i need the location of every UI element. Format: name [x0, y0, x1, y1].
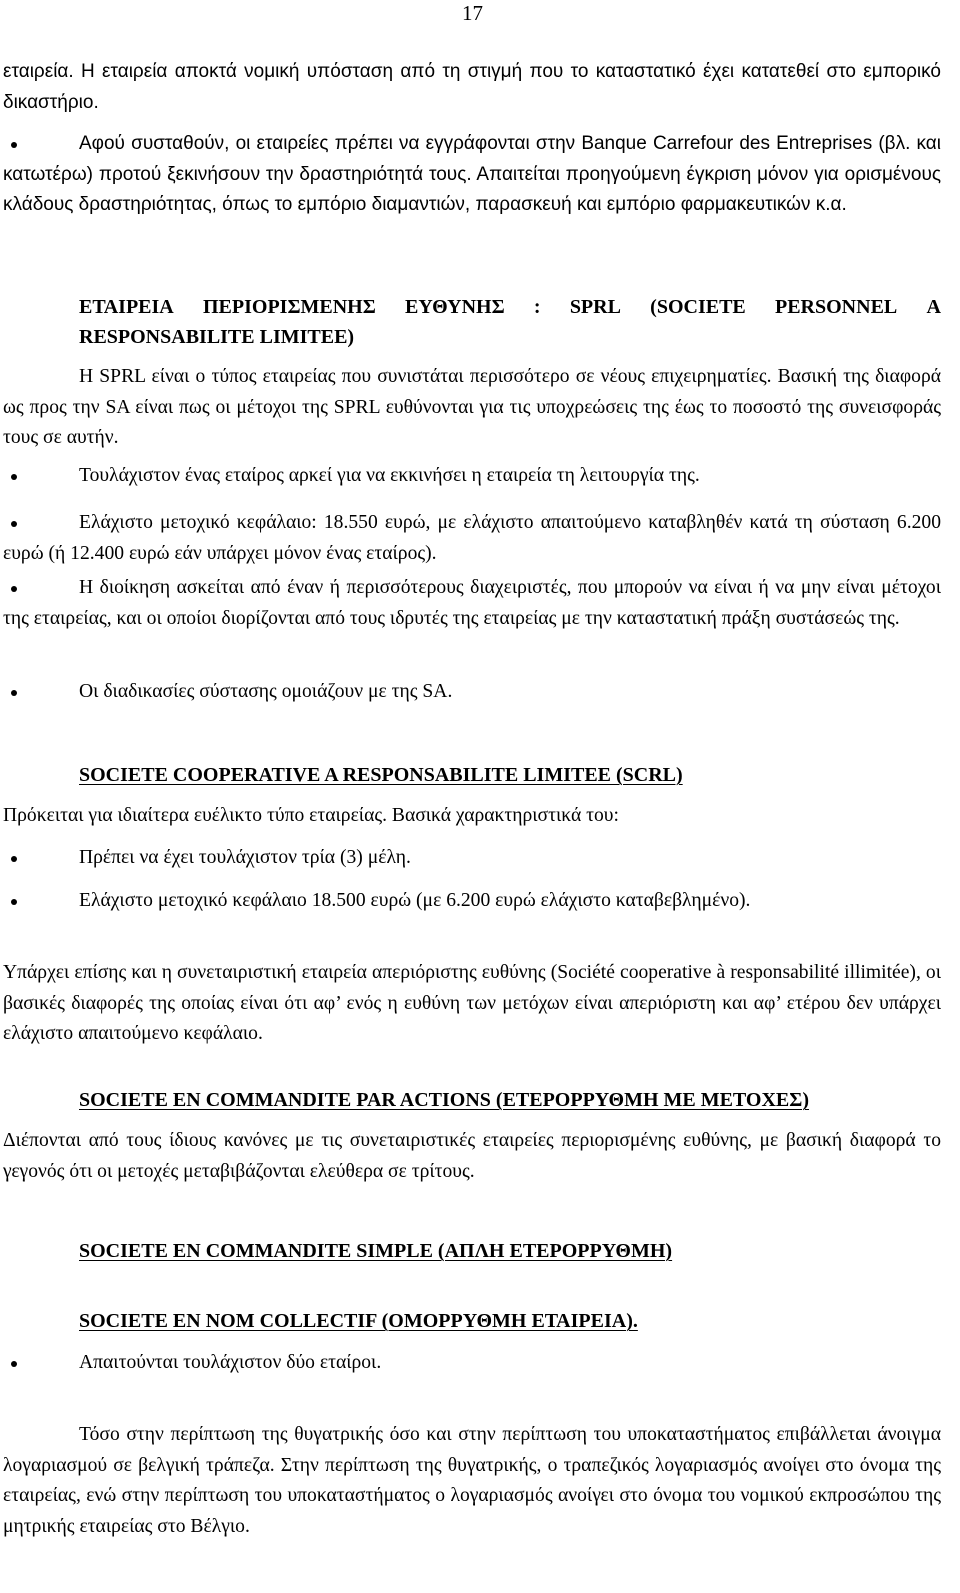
- bullet-dot-icon: [11, 1361, 17, 1367]
- bullet-dot-icon: [11, 586, 17, 592]
- heading-word: PERSONNEL: [775, 296, 898, 318]
- heading-word: (SOCIETE: [650, 296, 746, 318]
- bullet-dot-icon: [11, 856, 17, 862]
- paragraph-final: Τόσο στην περίπτωση της θυγατρικής όσο και στην περίπτωση του υποκαταστήματος επιβάλλεται άνοιγμα λογαριασμού σε βελγική τράπεζα. Στην περίπτωση της θυγατρικής, ο τραπεζικός λογαριασμός ανοίγει στο όνομα της εταιρείας, ενώ στην περίπτωση του υποκαταστήματος ο λογαριασμός ανοίγει στο όνομα του νομικού εκπροσώπου της μητρικής εταιρείας στο Βέλγιο.: [3, 1424, 941, 1537]
- paragraph-intro: εταιρεία. Η εταιρεία αποκτά νομική υπόσταση από τη στιγμή που το καταστατικό έχει κατατεθεί στο εμπορικό δικαστήριο.: [3, 61, 941, 113]
- bullet-dot-icon: [11, 474, 17, 480]
- bullet-text: Αφού συσταθούν, οι εταιρείες πρέπει να εγγράφονται στην Banque Carrefour des Entreprises (βλ. και κατωτέρω) προτού ξεκινήσουν την δραστηριότητά τους. Απαιτείται προηγούμενη έγκριση μόνον για ορισμένους κλάδους δραστηριότητας, όπως το εμπόριο διαμαντιών, παρασκευή και εμπόριο φαρμακευτικών κ.α.: [3, 133, 941, 215]
- bullet-sprl-1: [3, 461, 941, 492]
- bullet-dot-icon: [11, 521, 17, 527]
- bullet-snc-1: [3, 1348, 941, 1379]
- heading-word: ΕΥΘΥΝΗΣ: [405, 296, 505, 318]
- bullet-sprl-2: [3, 508, 941, 569]
- paragraph-sprl-intro: Η SPRL είναι ο τύπος εταιρείας που συνιστάται περισσότερο σε νέους επιχειρηματίες. Βασική της διαφορά ως προς την SA είναι πως οι μέτοχοι της SPRL ευθύνονται για τις υποχρεώσεις της έως το ποσοστό της συνεισφοράς τους σε αυτήν.: [3, 366, 941, 448]
- paragraph-sca: Διέπονται από τους ίδιους κανόνες με τις συνεταιριστικές εταιρείες περιορισμένης ευθύνης, με βασική διαφορά το γεγονός ότι οι μετοχές μεταβιβάζονται ελεύθερα σε τρίτους.: [3, 1130, 941, 1182]
- bullet-dot-icon: [11, 142, 17, 148]
- bullet-scrl-2: [3, 886, 941, 917]
- heading-sprl-line1: [79, 292, 941, 322]
- heading-scrl: SOCIETE COOPERATIVE A RESPONSABILITE LIMITEE (SCRL): [79, 764, 683, 786]
- bullet-text: Τουλάχιστον ένας εταίρος αρκεί για να εκκινήσει η εταιρεία τη λειτουργία της.: [79, 465, 700, 486]
- heading-word: A: [926, 296, 941, 318]
- bullet-text: Οι διαδικασίες σύστασης ομοιάζουν με της SA.: [79, 681, 453, 702]
- bullet-banque-carrefour: [3, 129, 941, 221]
- heading-sca: SOCIETE EN COMMANDITE PAR ACTIONS (ΕΤΕΡΟΡΡΥΘΜΗ ΜΕ ΜΕΤΟΧΕΣ): [79, 1089, 809, 1111]
- bullet-sprl-4: [3, 677, 941, 708]
- bullet-scrl-1: [3, 843, 941, 874]
- bullet-text: Απαιτούνται τουλάχιστον δύο εταίροι.: [79, 1352, 382, 1373]
- heading-word: ΕΤΑΙΡΕΙΑ: [79, 296, 174, 318]
- heading-word: ΠΕΡΙΟΡΙΣΜΕΝΗΣ: [202, 296, 376, 318]
- paragraph-scrl-note: Υπάρχει επίσης και η συνεταιριστική εταιρεία απεριόριστης ευθύνης (Société cooperative à responsabilité illimitée), οι βασικές διαφορές της οποίας είναι ότι αφ’ ενός η ευθύνη των μετόχων είναι απεριόριστη και αφ’ ετέρου δεν υπάρχει ελάχιστο απαιτούμενο κεφάλαιο.: [3, 962, 941, 1044]
- heading-word: :: [533, 296, 541, 318]
- heading-scs: SOCIETE EN COMMANDITE SIMPLE (ΑΠΛΗ ΕΤΕΡΟΡΡΥΘΜΗ): [79, 1240, 673, 1262]
- bullet-text: Η διοίκηση ασκείται από έναν ή περισσότερους διαχειριστές, που μπορούν να είναι ή να μην είναι μέτοχοι της εταιρείας, και οι οποίοι διορίζονται από τους ιδρυτές της εταιρείας με την καταστατική πράξη συστάσεώς της.: [3, 577, 941, 629]
- heading-snc: SOCIETE EN NOM COLLECTIF (ΟΜΟΡΡΥΘΜΗ ΕΤΑΙΡΕΙΑ).: [79, 1310, 638, 1332]
- heading-word: SPRL: [569, 296, 621, 318]
- bullet-text: Ελάχιστο μετοχικό κεφάλαιο: 18.550 ευρώ, με ελάχιστο απαιτούμενο καταβληθέν κατά τη σύσταση 6.200 ευρώ (ή 12.400 ευρώ εάν υπάρχει μόνον ένας εταίρος).: [3, 512, 941, 564]
- bullet-text: Ελάχιστο μετοχικό κεφάλαιο 18.500 ευρώ (με 6.200 ευρώ ελάχιστο καταβεβλημένο).: [79, 890, 751, 911]
- bullet-dot-icon: [11, 899, 17, 905]
- page-number: 17: [462, 1, 483, 25]
- paragraph-scrl-intro: Πρόκειται για ιδιαίτερα ευέλικτο τύπο εταιρείας. Βασικά χαρακτηριστικά του:: [3, 805, 619, 826]
- bullet-sprl-3: [3, 573, 941, 634]
- bullet-text: Πρέπει να έχει τουλάχιστον τρία (3) μέλη.: [79, 847, 411, 868]
- heading-sprl-line2: RESPONSABILITE LIMITEE): [79, 326, 355, 348]
- heading-sprl: [79, 292, 941, 352]
- bullet-dot-icon: [11, 690, 17, 696]
